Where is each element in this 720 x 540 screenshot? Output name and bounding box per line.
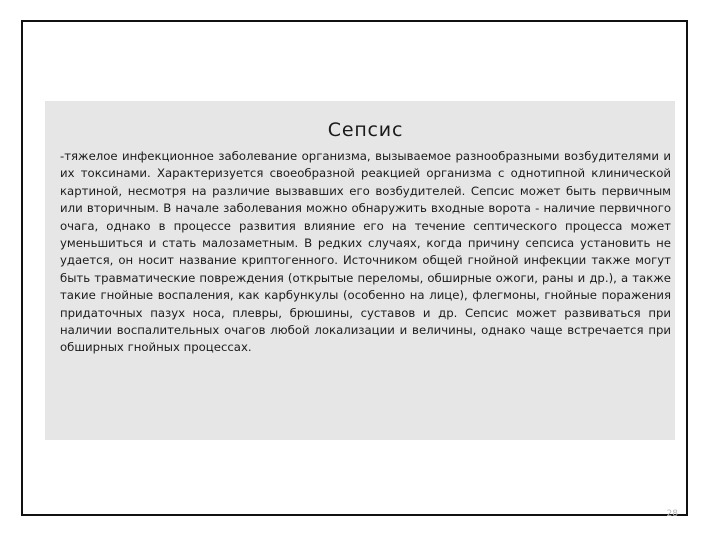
slide-title: Сепсис bbox=[327, 119, 404, 141]
content-box bbox=[45, 101, 675, 440]
page-number: 28 bbox=[666, 509, 678, 519]
slide-body-text: -тяжелое инфекционное заболевание организма, вызываемое разнообразными возбудителями и их токсинами. Характеризуется своеобразной реакцией организма с однотипной клинической картиной, несмотря на различие вызвавших его возбудителей. Сепсис может быть первичным или вторичным. В начале заболевания можно обнаружить входные ворота - наличие первичного очага, однако в процессе развития влияние его на течение септического процесса может уменьшиться и стать малозаметным. В редких случаях, когда причину сепсиса установить не удается, он носит название криптогенного. Источником общей гнойной инфекции также могут быть травматические повреждения (открытые переломы, обширные ожоги, раны и др.), а также такие гнойные воспаления, как карбункулы (особенно на лице), флегмоны, гнойные поражения придаточных пазух носа, плевры, брюшины, суставов и др. Сепсис может развиваться при наличии воспалительных очагов любой локализации и величины, однако чаще встречается при обширных гнойных процессах. bbox=[60, 149, 671, 355]
